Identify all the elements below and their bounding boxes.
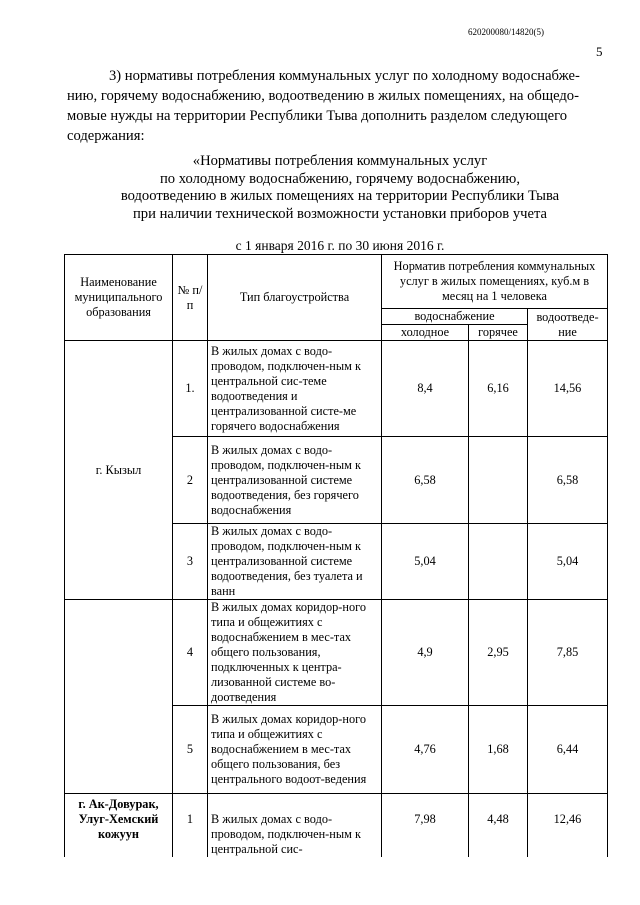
cell-type: В жилых домах с водо-проводом, подключен-ным к централизованной системе водоотведения, без туалета и ванн bbox=[208, 524, 382, 600]
intro-paragraph bbox=[67, 66, 609, 146]
cell-type: В жилых домах с водо-проводом, подключен-ным к централизованной системе водоотведения, без горячего водоснабжения bbox=[208, 437, 382, 524]
header-water-supply: водоснабжение bbox=[382, 309, 528, 325]
cell-number: 4 bbox=[173, 600, 208, 706]
cell-number: 1 bbox=[173, 794, 208, 858]
norms-table bbox=[64, 254, 608, 857]
cell-cold: 4,9 bbox=[382, 600, 469, 706]
cell-cold: 7,98 bbox=[382, 794, 469, 858]
cell-hot: 1,68 bbox=[469, 706, 528, 794]
cell-municipality: г. Кызыл bbox=[65, 341, 173, 600]
table-row bbox=[65, 794, 608, 858]
cell-type: В жилых домах коридор-ного типа и общежитиях с водоснабжением в мес-тах общего пользования, без центрального водоот-ведения bbox=[208, 706, 382, 794]
intro-line: мовые нужды на территории Республики Тыва дополнить разделом следующего bbox=[67, 108, 568, 124]
cell-hot: 6,16 bbox=[469, 341, 528, 437]
cell-drainage: 6,58 bbox=[528, 437, 608, 524]
header-cold: холодное bbox=[382, 325, 469, 341]
cell-type: В жилых домах с водо-проводом, подключен-ным к центральной сис-теме водоотведения и централизованной систе-ме горячего водоснабжения bbox=[208, 341, 382, 437]
intro-line: нию, горячему водоснабжению, водоотведению в жилых помещениях, на общедо- bbox=[67, 88, 579, 104]
header-norm: Норматив потребления коммунальных услуг в жилых помещениях, куб.м в месяц на 1 человека bbox=[382, 255, 608, 309]
header-number: № п/п bbox=[173, 255, 208, 341]
header-municipality: Наименование муниципального образования bbox=[65, 255, 173, 341]
cell-number: 3 bbox=[173, 524, 208, 600]
title-line: «Нормативы потребления коммунальных услуг bbox=[192, 153, 488, 169]
cell-hot bbox=[469, 524, 528, 600]
cell-drainage: 7,85 bbox=[528, 600, 608, 706]
document-code: 620200080/14820(5) bbox=[468, 27, 544, 37]
cell-number: 1. bbox=[173, 341, 208, 437]
table-row bbox=[65, 600, 608, 706]
cell-type: В жилых домах с водо-проводом, подключен-ным к центральной сис- bbox=[208, 794, 382, 858]
cell-municipality-blank bbox=[65, 600, 173, 794]
cell-drainage: 5,04 bbox=[528, 524, 608, 600]
header-type: Тип благоустройства bbox=[208, 255, 382, 341]
cell-municipality: г. Ак-Довурак, Улуг-Хемский кожуун bbox=[65, 794, 173, 858]
cell-type: В жилых домах коридор-ного типа и общежитиях с водоснабжением в мес-тах общего пользования, подключенных к центра-лизованной системе во-доотведения bbox=[208, 600, 382, 706]
table-header-row bbox=[65, 255, 608, 309]
section-title bbox=[60, 153, 620, 223]
cell-hot: 4,48 bbox=[469, 794, 528, 858]
header-hot: горячее bbox=[469, 325, 528, 341]
period-label: с 1 января 2016 г. по 30 июня 2016 г. bbox=[235, 238, 445, 253]
header-drainage: водоотведе-ние bbox=[528, 309, 608, 341]
cell-drainage: 14,56 bbox=[528, 341, 608, 437]
cell-cold: 8,4 bbox=[382, 341, 469, 437]
title-line: при наличии технической возможности установки приборов учета bbox=[133, 205, 547, 222]
cell-number: 5 bbox=[173, 706, 208, 794]
cell-drainage: 6,44 bbox=[528, 706, 608, 794]
cell-cold: 6,58 bbox=[382, 437, 469, 524]
table-row bbox=[65, 341, 608, 437]
title-line: водоотведению в жилых помещениях на территории Республики Тыва bbox=[120, 188, 560, 204]
cell-cold: 4,76 bbox=[382, 706, 469, 794]
cell-number: 2 bbox=[173, 437, 208, 524]
cell-drainage: 12,46 bbox=[528, 794, 608, 858]
cell-cold: 5,04 bbox=[382, 524, 469, 600]
title-line: по холодному водоснабжению, горячему водоснабжению, bbox=[159, 170, 520, 187]
page-number: 5 bbox=[596, 44, 603, 59]
cell-hot bbox=[469, 437, 528, 524]
intro-line: 3) нормативы потребления коммунальных услуг по холодному водоснабже- bbox=[109, 68, 580, 84]
intro-line: содержания: bbox=[67, 128, 145, 144]
cell-hot: 2,95 bbox=[469, 600, 528, 706]
